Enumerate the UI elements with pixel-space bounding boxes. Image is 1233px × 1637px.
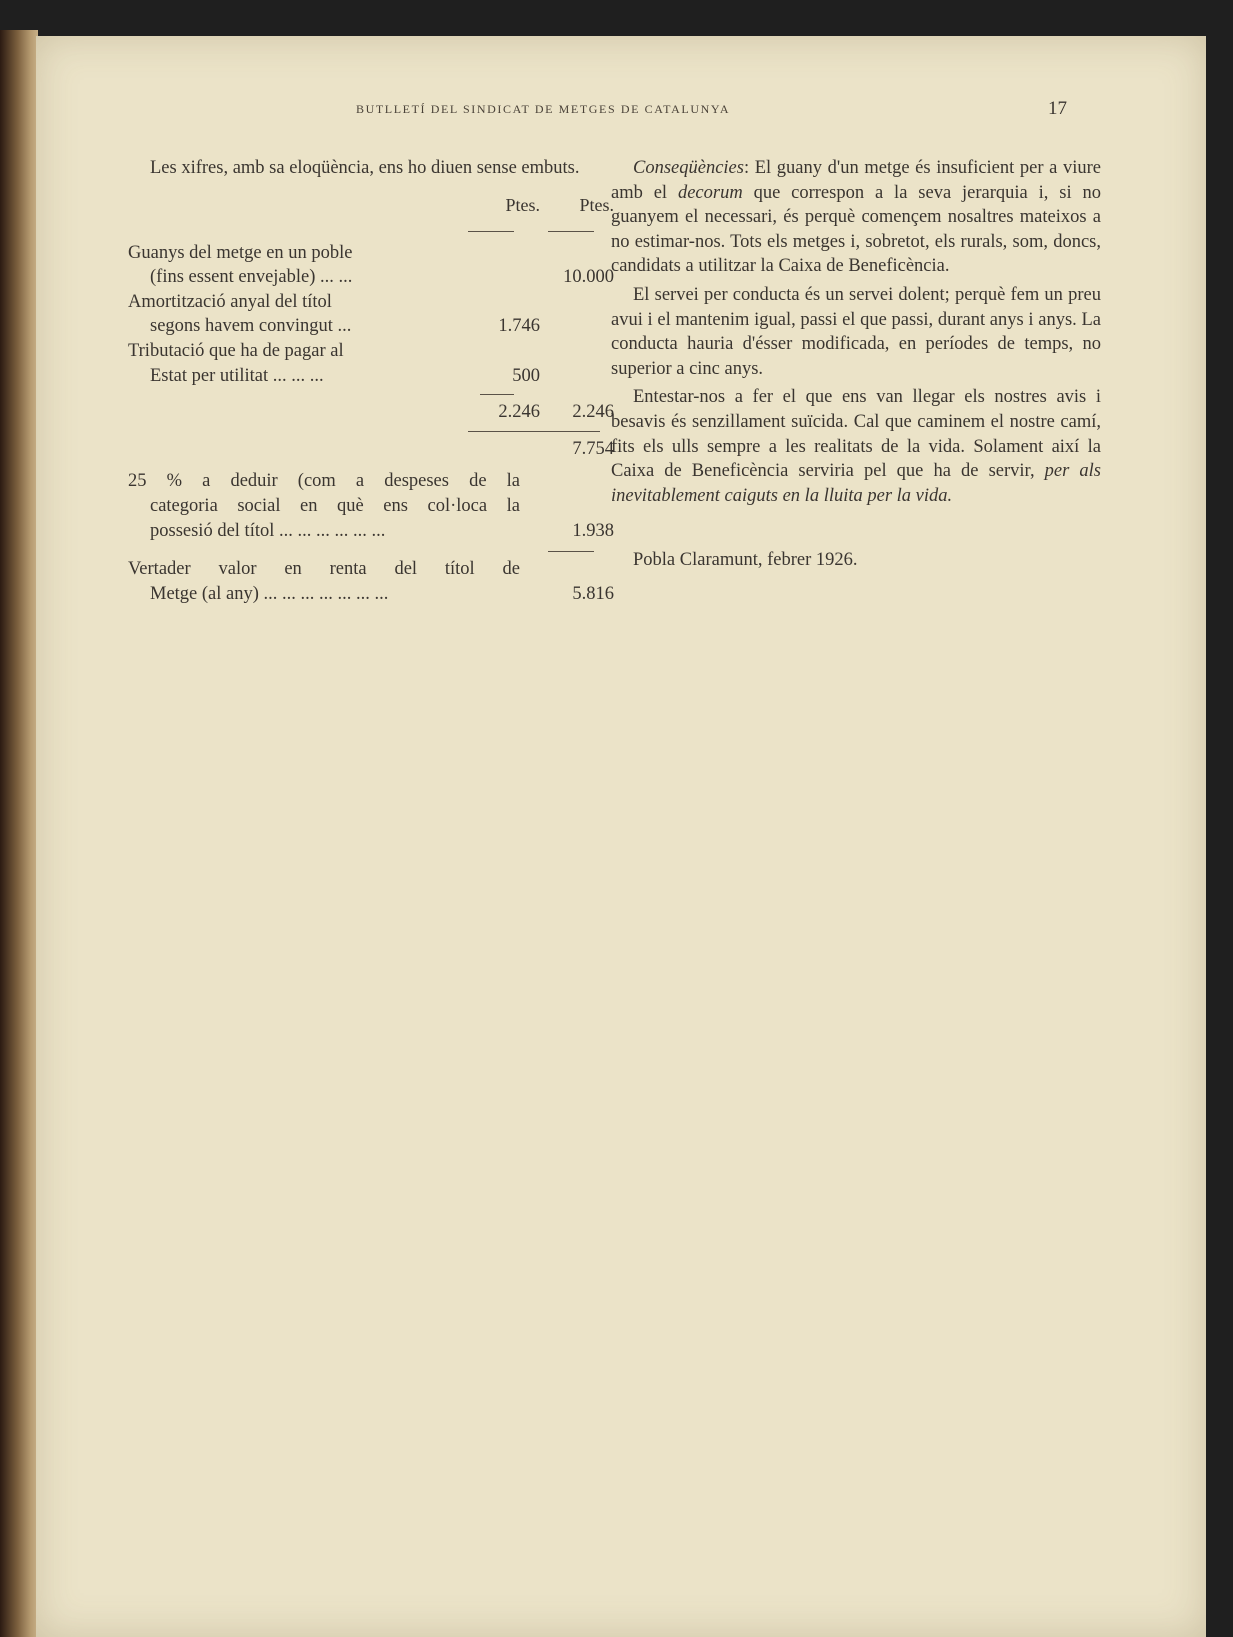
col-header-2: Ptes. [579, 194, 614, 215]
conclusion-paragraph: Entestar-nos a fer el que ens van llegar els nostres avis i besavis és senzillament suïcida. Cal que caminem el nostre camí, fits els ulls sempre a les realitats de la vida. Solament així la Caixa de Beneficència serviria pel que ha de servir, per als inevitablement caiguts en la lluita per la vida. [611, 387, 1102, 506]
row-label: Amortització anyal del títol [128, 291, 332, 312]
consequences-lead: Conseqüències [633, 158, 744, 178]
row-value: 1.938 [572, 520, 614, 541]
document-page [36, 36, 1206, 1637]
row-label: segons havem convingut ... [150, 316, 352, 337]
row-label: Guanys del metge en un poble [128, 242, 353, 263]
table-row [128, 557, 612, 582]
running-header [36, 98, 1206, 126]
table-row [128, 364, 612, 389]
table-row [128, 241, 612, 266]
row-label: 25 % a deduir (com a despeses de la [128, 471, 520, 492]
row-label: categoria social en què ens col·loca la [150, 495, 520, 516]
net-value: 7.754 [572, 438, 614, 459]
right-column [611, 156, 1101, 573]
journal-title: BUTLLETÍ DEL SINDICAT DE METGES DE CATALUNYA [356, 102, 731, 116]
header-rule-2 [548, 231, 594, 232]
row-label: Vertader valor en renta del títol de [128, 559, 520, 580]
table-row [128, 519, 612, 544]
header-rule-1 [468, 231, 514, 232]
row-label: Metge (al any) ... ... ... ... ... ... ... [150, 583, 389, 604]
table-row [128, 290, 612, 315]
row-value: 1.746 [498, 316, 540, 337]
row-value: 500 [512, 365, 540, 386]
subtotal-rule [480, 394, 514, 395]
table-row [128, 314, 612, 339]
deduction-rule [548, 551, 594, 552]
table-row [128, 469, 612, 494]
subtotal-value: 2.246 [572, 402, 614, 423]
row-label: Tributació que ha de pagar al [128, 340, 344, 361]
table-row [128, 494, 612, 519]
signature-line: Pobla Claramunt, febrer 1926. [633, 550, 858, 571]
row-value: 5.816 [572, 583, 614, 604]
net-row [128, 437, 612, 462]
subtotal-value: 2.246 [498, 402, 540, 423]
financial-table [128, 193, 612, 607]
row-label: possesió del títol ... ... ... ... ... ... [150, 520, 386, 541]
book-spine [0, 30, 38, 1637]
col-header-1: Ptes. [505, 194, 540, 215]
intro-paragraph: Les xifres, amb sa eloqüència, ens ho diuen sense embuts. [150, 158, 580, 178]
subtotal-row [128, 400, 612, 425]
row-label: Estat per utilitat ... ... ... [150, 365, 324, 386]
service-paragraph: El servei per conducta és un servei dolent; perquè fem un preu avui i el mantenim igual, passi el que passi, durant anys i anys. La conducta hauria d'ésser modificada, en períodes de temps, no superior a cinc anys. [611, 284, 1101, 379]
total-rule [468, 431, 600, 432]
table-row [128, 265, 612, 290]
consequences-paragraph: Conseqüències: El guany d'un metge és insuficient per a viure amb el decorum que correspon a la seva jerarquia i, si no guanyem el necessari, és perquè començem nosaltres mateixos a no estimar-nos. Tots els metges i, sobretot, els rurals, som, doncs, candidats a utilitzar la Caixa de Beneficència. [611, 158, 1101, 277]
row-value: 10.000 [563, 267, 614, 288]
left-column [128, 156, 612, 606]
page-number: 17 [1048, 98, 1067, 119]
table-row [128, 582, 612, 607]
row-label: (fins essent envejable) ... ... [150, 267, 353, 288]
table-row [128, 339, 612, 364]
table-header-row [128, 193, 612, 219]
